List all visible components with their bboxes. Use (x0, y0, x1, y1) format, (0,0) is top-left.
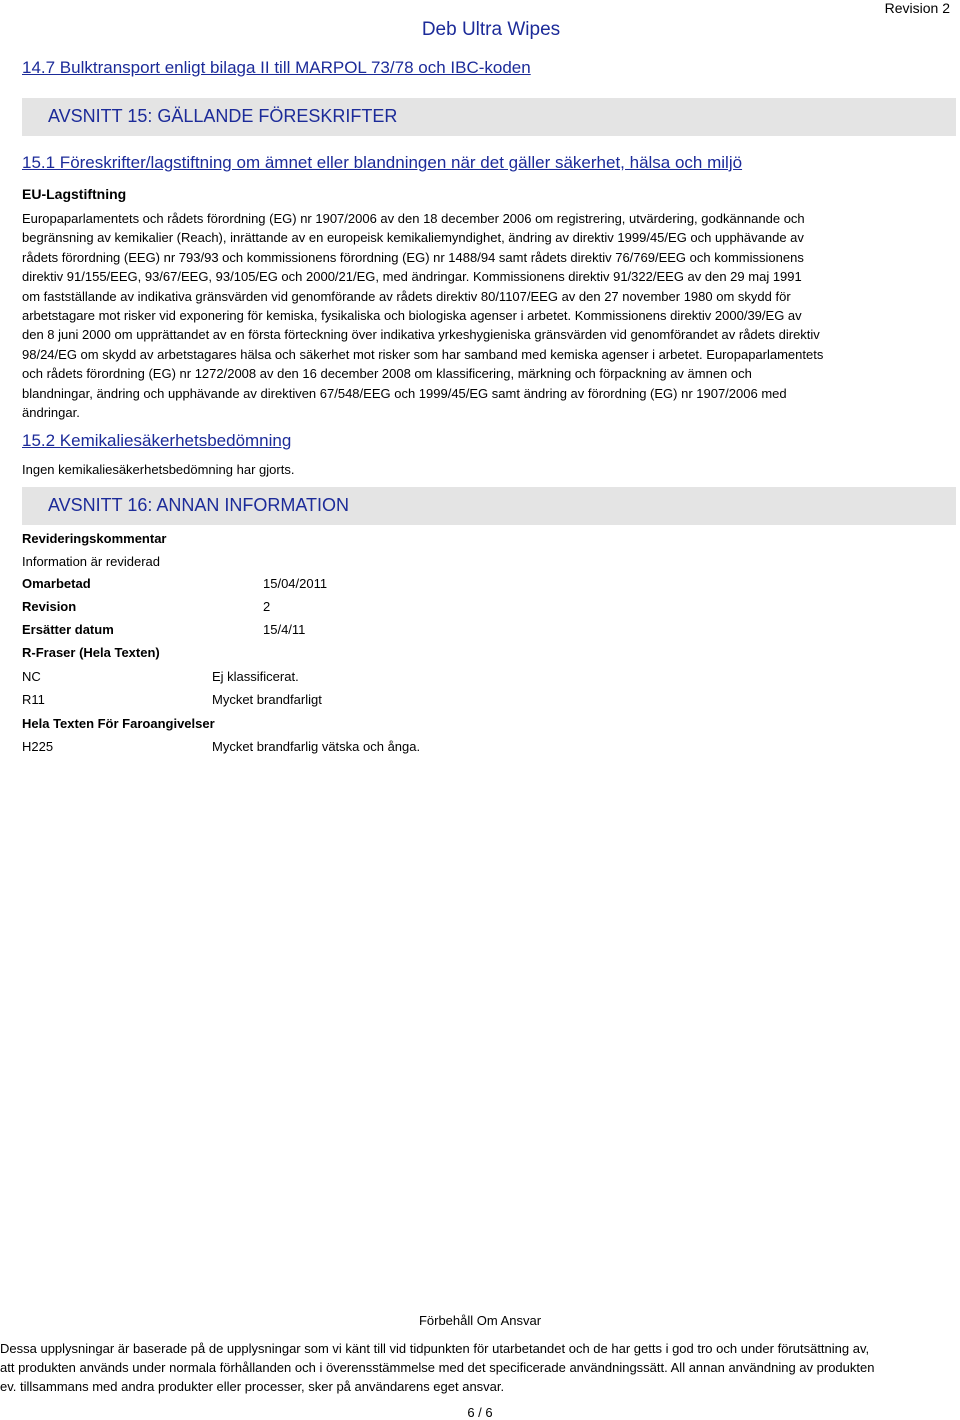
r-phrase-text: Ej klassificerat. (212, 669, 299, 684)
revised-label: Omarbetad (22, 576, 91, 591)
h-phrase-text: Mycket brandfarlig vätska och ånga. (212, 739, 421, 754)
paragraph-line: blandningar, ändring och upphävande av direktiven 67/548/EEG och 1999/45/EG samt ändring av förordning (EG) nr 1907/2006 med (22, 385, 787, 401)
section-16-title: AVSNITT 16: ANNAN INFORMATION (48, 495, 350, 515)
supersedes-date-value: 15/4/11 (263, 622, 306, 637)
h-phrases-label: Hela Texten För Faroangivelser (22, 716, 215, 731)
subsection-14-7-link[interactable]: 14.7 Bulktransport enligt bilaga II till MARPOL 73/78 och IBC-koden (22, 58, 531, 77)
supersedes-date-label: Ersätter datum (22, 622, 114, 637)
paragraph-line: om fastställande av indikativa gränsvärden vid genomförande av rådets direktiv 80/1107/EEG av den 27 november 1980 om skydd för (22, 288, 791, 304)
paragraph-line: direktiv 91/155/EEG, 93/67/EEG, 93/105/EG och 2000/21/EG, med ändringar. Kommissionens direktiv 91/322/EEG av den 29 maj 1991 (22, 269, 802, 285)
paragraph-line: Europaparlamentets och rådets förordning (EG) nr 1907/2006 av den 18 december 2006 om registrering, utvärdering, godkännande och (22, 211, 805, 226)
paragraph-line: begränsning av kemikalier (Reach), inrättande av en europeisk kemikaliemyndighet, ändring av direktiv 1999/45/EG och upphävande av (22, 230, 804, 246)
r-phrases-label: R-Fraser (Hela Texten) (22, 645, 160, 660)
revision-value: 2 (263, 599, 271, 614)
paragraph-line: rådets förordning (EEG) nr 793/93 och kommissionens förordning (EG) nr 1488/94 samt rådets direktiv 76/769/EEG och kommissionens (22, 249, 804, 265)
r-phrase-code: NC (22, 669, 41, 684)
paragraph-line: arbetstagare mot risker vid exponering för kemiska, fysikaliska och biologiska agenser i arbetet. Kommissionens direktiv 2000/39/EG av (22, 308, 802, 324)
r-phrase-code: R11 (22, 692, 45, 707)
r-phrase-text: Mycket brandfarligt (212, 692, 322, 707)
subsection-15-2-link[interactable]: 15.2 Kemikaliesäkerhetsbedömning (22, 431, 292, 450)
disclaimer-line: att produkten används under normala förhållanden och i överensstämmelse med det specificerade användningssätt. All annan användning av produkten (0, 1360, 875, 1375)
csa-statement: Ingen kemikaliesäkerhetsbedömning har gjorts. (22, 462, 295, 477)
document-product-title: Deb Ultra Wipes (421, 19, 561, 40)
revision-comment-value: Information är reviderad (22, 554, 161, 569)
eu-legislation-heading: EU-Lagstiftning (22, 186, 127, 202)
disclaimer-line: Dessa upplysningar är baserade på de upplysningar som vi känt till vid tidpunkten för utarbetandet och de har getts i god tro och under förutsättning av, (0, 1341, 870, 1356)
paragraph-line: 98/24/EG om skydd av arbetstagares hälsa och säkerhet mot risker som har samband med kemiska agenser i arbetet. Europaparlamentets (22, 346, 824, 362)
disclaimer-title: Förbehåll Om Ansvar (418, 1313, 542, 1328)
disclaimer-text (0, 1339, 960, 1396)
h-phrase-code: H225 (22, 739, 54, 754)
section-15-title: AVSNITT 15: GÄLLANDE FÖRESKRIFTER (48, 106, 398, 126)
page-number: 6 / 6 (467, 1405, 493, 1420)
disclaimer-line: ev. tillsammans med andra produkter eller processer, sker på användarens eget ansvar. (0, 1379, 505, 1394)
paragraph-line: den 8 juni 2000 om upprättandet av en första förteckning över indikativa yrkeshygieniska gränsvärden vid genomförandet av rådets direktiv (22, 327, 820, 343)
paragraph-line: ändringar. (22, 405, 80, 421)
eu-legislation-paragraph (22, 209, 902, 422)
subsection-15-1-link[interactable]: 15.1 Föreskrifter/lagstiftning om ämnet eller blandningen när det gäller säkerhet, hälsa och miljö (22, 153, 743, 172)
revised-value: 15/04/2011 (263, 576, 328, 591)
revision-comment-label: Revideringskommentar (22, 531, 167, 546)
header-revision: Revision 2 (884, 0, 950, 16)
paragraph-line: och rådets förordning (EG) nr 1272/2008 av den 16 december 2008 om klassificering, märkning och förpackning av ämnen och (22, 366, 752, 382)
revision-label: Revision (22, 599, 77, 614)
